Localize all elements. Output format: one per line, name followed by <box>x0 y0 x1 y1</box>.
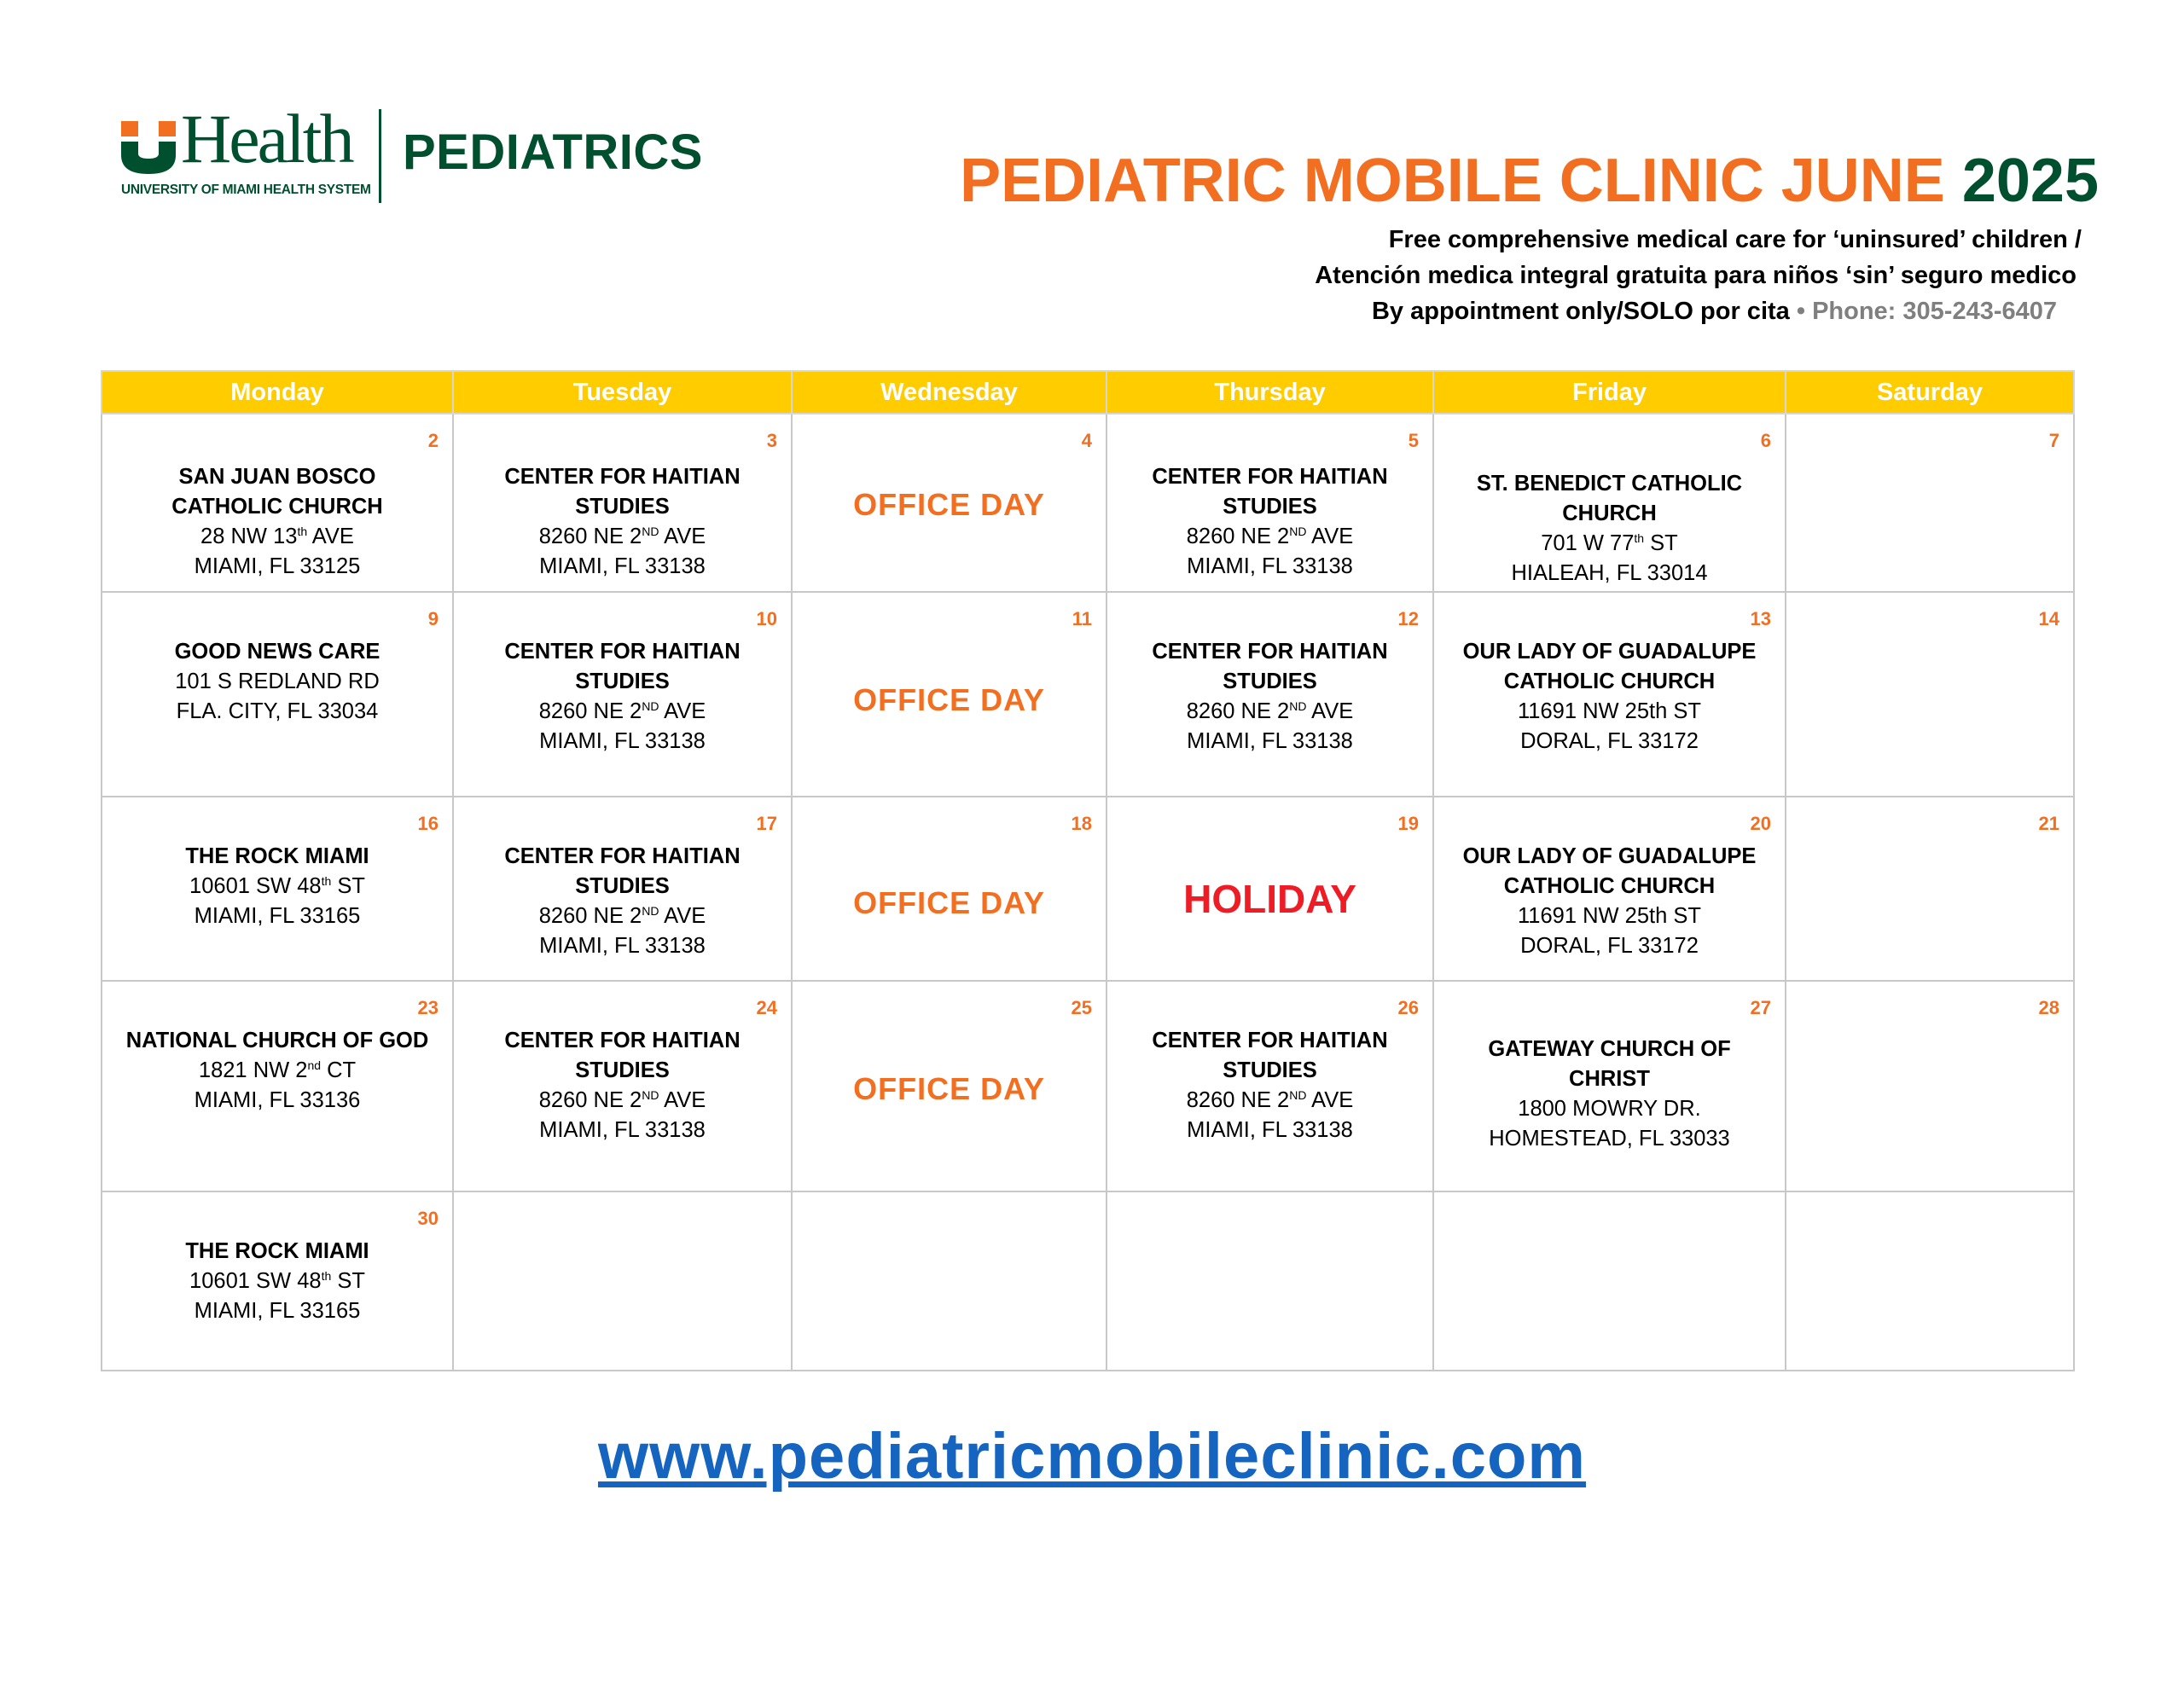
day-number: 14 <box>2038 608 2059 629</box>
weekday-thursday: Thursday <box>1107 371 1433 414</box>
day-number: 11 <box>1072 608 1092 629</box>
week-row <box>102 414 2074 592</box>
location-city: MIAMI, FL 33138 <box>539 729 706 753</box>
location-city: MIAMI, FL 33165 <box>194 904 361 928</box>
website-link[interactable]: www.pediatricmobileclinic.com <box>597 1420 1586 1493</box>
day-cell <box>1786 592 2074 797</box>
day-cell <box>1786 981 2074 1191</box>
location-city: HIALEAH, FL 33014 <box>1511 561 1708 585</box>
location-address: 101 S REDLAND RD <box>175 670 380 693</box>
day-cell <box>1786 1191 2074 1371</box>
clinic-location <box>102 415 452 582</box>
location-address: 10601 SW 48th ST <box>189 874 365 898</box>
title-main: PEDIATRIC MOBILE CLINIC JUNE <box>960 147 1945 215</box>
office-day-label: OFFICE DAY <box>853 885 1045 920</box>
location-address: 1800 MOWRY DR. <box>1518 1097 1701 1121</box>
location-address: 8260 NE 2ND AVE <box>538 699 706 723</box>
location-name: ST. BENEDICT CATHOLIC <box>1476 472 1743 496</box>
day-cell <box>453 981 792 1191</box>
clinic-location <box>454 797 791 961</box>
clinic-location <box>102 1192 452 1326</box>
day-number: 27 <box>1750 997 1771 1018</box>
location-name: THE ROCK MIAMI <box>185 1239 369 1263</box>
day-cell <box>792 981 1107 1191</box>
day-cell <box>1107 592 1433 797</box>
location-name: CHRIST <box>1569 1067 1650 1091</box>
day-cell <box>1107 981 1433 1191</box>
day-cell <box>453 1191 792 1371</box>
title-year: 2025 <box>1961 147 2099 215</box>
day-number: 9 <box>427 608 439 629</box>
clinic-location <box>454 415 791 582</box>
location-city: MIAMI, FL 33165 <box>194 1299 361 1323</box>
day-cell <box>102 1191 453 1371</box>
weekday-saturday: Saturday <box>1786 371 2074 414</box>
office-day-label: OFFICE DAY <box>853 1071 1045 1106</box>
day-number: 3 <box>766 430 777 451</box>
location-name: STUDIES <box>575 874 670 898</box>
week-row <box>102 797 2074 981</box>
location-name: NATIONAL CHURCH OF GOD <box>125 1029 429 1052</box>
day-cell <box>1433 1191 1786 1371</box>
day-cell <box>792 1191 1107 1371</box>
weekday-monday: Monday <box>102 371 453 414</box>
page-title <box>960 147 2099 215</box>
week-row <box>102 981 2074 1191</box>
location-name: CENTER FOR HAITIAN <box>504 1029 741 1052</box>
location-name: CATHOLIC CHURCH <box>1503 874 1716 898</box>
day-cell <box>1433 592 1786 797</box>
location-city: MIAMI, FL 33136 <box>194 1088 361 1112</box>
phone-number: • Phone: 305-243-6407 <box>1796 298 2057 325</box>
appointment-line <box>1372 299 2057 326</box>
day-number: 21 <box>2038 813 2059 834</box>
logo-system-name: UNIVERSITY OF MIAMI HEALTH SYSTEM <box>121 183 371 197</box>
clinic-location <box>1434 593 1785 757</box>
location-city: DORAL, FL 33172 <box>1520 934 1699 958</box>
location-address: 28 NW 13th AVE <box>200 525 354 548</box>
location-city: HOMESTEAD, FL 33033 <box>1489 1127 1730 1151</box>
location-city: MIAMI, FL 33138 <box>1187 729 1353 753</box>
weekday-header-row <box>102 371 2074 414</box>
day-cell <box>1433 981 1786 1191</box>
location-address: 11691 NW 25th ST <box>1518 904 1701 928</box>
day-cell <box>102 797 453 981</box>
weekday-friday: Friday <box>1433 371 1786 414</box>
clinic-location <box>454 982 791 1145</box>
day-cell <box>1786 797 2074 981</box>
day-number: 26 <box>1397 997 1419 1018</box>
location-city: DORAL, FL 33172 <box>1520 729 1699 753</box>
week-row <box>102 592 2074 797</box>
location-name: GATEWAY CHURCH OF <box>1488 1037 1731 1061</box>
location-address: 8260 NE 2ND AVE <box>1186 525 1354 548</box>
location-address: 8260 NE 2ND AVE <box>538 904 706 928</box>
location-name: SAN JUAN BOSCO <box>178 465 376 489</box>
location-city: MIAMI, FL 33138 <box>539 1118 706 1142</box>
calendar-table <box>101 370 2075 1371</box>
day-number: 20 <box>1750 813 1771 834</box>
location-name: STUDIES <box>1223 670 1317 693</box>
day-number: 10 <box>756 608 777 629</box>
location-name: THE ROCK MIAMI <box>185 844 369 868</box>
location-name: STUDIES <box>575 1058 670 1082</box>
day-number: 12 <box>1397 608 1419 629</box>
location-name: CENTER FOR HAITIAN <box>504 844 741 868</box>
subtitle-english: Free comprehensive medical care for ‘uninsured’ children / <box>1388 226 2082 253</box>
location-address: 701 W 77th ST <box>1541 531 1678 555</box>
day-cell <box>1786 414 2074 592</box>
location-name: OUR LADY OF GUADALUPE <box>1462 640 1757 664</box>
location-address: 8260 NE 2ND AVE <box>538 525 706 548</box>
day-number: 2 <box>427 430 439 451</box>
location-name: CENTER FOR HAITIAN <box>1152 465 1388 489</box>
office-day-label: OFFICE DAY <box>853 487 1045 522</box>
clinic-location <box>1434 797 1785 961</box>
location-name: STUDIES <box>575 670 670 693</box>
location-address: 10601 SW 48th ST <box>189 1269 365 1293</box>
location-name: CENTER FOR HAITIAN <box>504 465 741 489</box>
day-number: 17 <box>756 813 777 834</box>
clinic-location <box>1434 415 1785 588</box>
location-name: STUDIES <box>1223 1058 1317 1082</box>
location-city: MIAMI, FL 33138 <box>1187 554 1353 578</box>
day-number: 23 <box>417 997 439 1018</box>
day-number: 13 <box>1750 608 1771 629</box>
location-address: 8260 NE 2ND AVE <box>1186 699 1354 723</box>
clinic-location <box>454 593 791 757</box>
day-cell <box>453 797 792 981</box>
day-cell <box>102 592 453 797</box>
location-address: 1821 NW 2nd CT <box>198 1058 357 1082</box>
day-number: 19 <box>1397 813 1419 834</box>
day-cell <box>1433 414 1786 592</box>
day-cell <box>1107 797 1433 981</box>
clinic-location <box>1107 982 1432 1145</box>
day-cell <box>1107 1191 1433 1371</box>
day-number: 7 <box>2048 430 2059 451</box>
clinic-location <box>1107 415 1432 582</box>
day-number: 25 <box>1071 997 1092 1018</box>
day-cell <box>792 592 1107 797</box>
day-number: 5 <box>1408 430 1419 451</box>
day-cell <box>792 414 1107 592</box>
logo-health-word: Health <box>181 100 352 177</box>
logo-divider <box>379 109 381 203</box>
weekday-wednesday: Wednesday <box>792 371 1107 414</box>
location-address: 8260 NE 2ND AVE <box>538 1088 706 1112</box>
location-name: STUDIES <box>575 495 670 519</box>
location-name: STUDIES <box>1223 495 1317 519</box>
location-name: CHURCH <box>1562 501 1657 525</box>
location-name: CENTER FOR HAITIAN <box>1152 640 1388 664</box>
location-city: MIAMI, FL 33138 <box>1187 1118 1353 1142</box>
day-number: 28 <box>2038 997 2059 1018</box>
week-row <box>102 1191 2074 1371</box>
location-name: CATHOLIC CHURCH <box>1503 670 1716 693</box>
location-name: CENTER FOR HAITIAN <box>1152 1029 1388 1052</box>
day-number: 16 <box>417 813 439 834</box>
location-name: GOOD NEWS CARE <box>174 640 380 664</box>
location-city: MIAMI, FL 33138 <box>539 554 706 578</box>
subtitle-spanish: Atención medica integral gratuita para niños ‘sin’ seguro medico <box>1315 262 2077 289</box>
logo-department: PEDIATRICS <box>403 125 703 180</box>
day-number: 24 <box>756 997 777 1018</box>
clinic-location <box>102 797 452 931</box>
day-cell <box>792 797 1107 981</box>
location-city: MIAMI, FL 33138 <box>539 934 706 958</box>
appointment-text: By appointment only/SOLO por cita <box>1371 298 1790 325</box>
location-address: 8260 NE 2ND AVE <box>1186 1088 1354 1112</box>
holiday-label: HOLIDAY <box>1183 877 1356 921</box>
location-address: 11691 NW 25th ST <box>1518 699 1701 723</box>
day-cell <box>102 414 453 592</box>
clinic-location <box>1434 982 1785 1154</box>
uhealth-logo <box>121 100 703 210</box>
location-name: CENTER FOR HAITIAN <box>504 640 741 664</box>
location-city: MIAMI, FL 33125 <box>194 554 361 578</box>
location-name: CATHOLIC CHURCH <box>171 495 383 519</box>
day-number: 18 <box>1071 813 1092 834</box>
day-number: 30 <box>417 1208 439 1229</box>
location-name: OUR LADY OF GUADALUPE <box>1462 844 1757 868</box>
day-cell <box>1433 797 1786 981</box>
clinic-location <box>102 593 452 727</box>
day-cell <box>453 414 792 592</box>
day-number: 4 <box>1081 430 1092 451</box>
clinic-location <box>1107 593 1432 757</box>
weekday-tuesday: Tuesday <box>453 371 792 414</box>
day-cell <box>453 592 792 797</box>
day-cell <box>1107 414 1433 592</box>
day-cell <box>102 981 453 1191</box>
u-logo-mark <box>121 121 176 174</box>
day-number: 6 <box>1760 430 1771 451</box>
location-city: FLA. CITY, FL 33034 <box>176 699 379 723</box>
clinic-location <box>102 982 452 1116</box>
office-day-label: OFFICE DAY <box>853 682 1045 717</box>
